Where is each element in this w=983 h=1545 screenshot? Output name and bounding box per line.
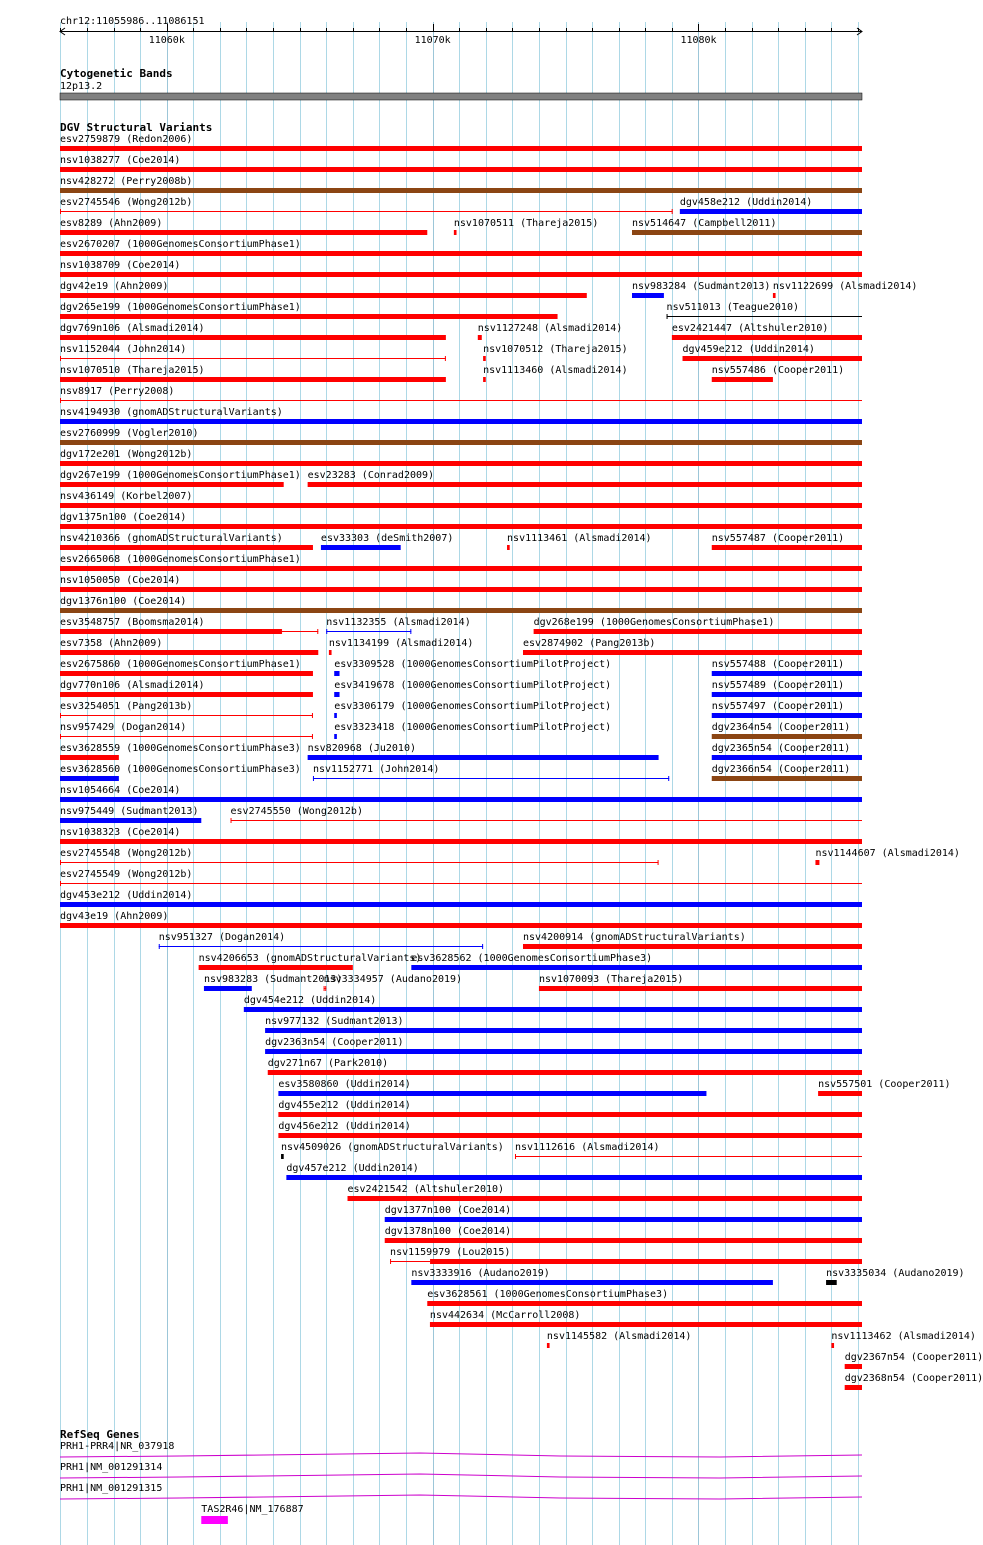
sv-feature-label[interactable]: dgv267e199 (1000GenomesConsortiumPhase1) (60, 470, 301, 481)
sv-feature-bar (845, 1385, 862, 1390)
sv-feature-bar (60, 566, 862, 571)
sv-feature-bar (60, 482, 284, 487)
sv-feature-label[interactable]: esv2665068 (1000GenomesConsortiumPhase1) (60, 554, 301, 565)
sv-feature-label[interactable]: esv8289 (Ahn2009) (60, 218, 163, 229)
sv-feature-label[interactable]: nsv1038323 (Coe2014) (60, 827, 181, 838)
sv-feature-bar (60, 671, 313, 676)
sv-feature-bar (712, 713, 862, 718)
sv-feature-bar (683, 356, 862, 361)
sv-feature-bar (427, 1301, 862, 1306)
sv-feature-label[interactable]: esv2421542 (Altshuler2010) (347, 1184, 505, 1195)
sv-feature-bar (60, 167, 862, 172)
sv-feature-label[interactable]: nsv511013 (Teague2010) (666, 302, 799, 313)
sv-feature-label[interactable]: esv3628559 (1000GenomesConsortiumPhase3) (60, 743, 301, 754)
sv-feature-bar (60, 923, 862, 928)
sv-feature-bar (60, 818, 201, 823)
gene-intron-line (60, 1453, 862, 1457)
gene-intron-line (60, 1474, 862, 1478)
ruler-tick-label: 11070k (414, 35, 451, 46)
sv-feature-label[interactable]: dgv265e199 (1000GenomesConsortiumPhase1) (60, 302, 301, 313)
sv-feature-bar (539, 986, 862, 991)
sv-feature-label[interactable]: nsv1038277 (Coe2014) (60, 155, 181, 166)
sv-feature-bar (334, 713, 337, 718)
sv-feature-label[interactable]: nsv1113461 (Alsmadi2014) (507, 533, 652, 544)
ruler-tick-label: 11060k (148, 35, 185, 46)
sv-feature-label[interactable]: nsv957429 (Dogan2014) (60, 722, 187, 733)
sv-feature-bar (60, 650, 318, 655)
sv-feature-label[interactable]: esv33303 (deSmith2007) (320, 533, 454, 544)
sv-feature-bar (268, 1070, 862, 1075)
sv-feature-label[interactable]: dgv769n106 (Alsmadi2014) (60, 323, 205, 334)
sv-feature-label[interactable]: nsv557497 (Cooper2011) (711, 701, 845, 712)
sv-feature-bar (60, 524, 862, 529)
sv-feature-label[interactable]: dgv458e212 (Uddin2014) (679, 197, 813, 208)
sv-feature-label[interactable]: dgv1375n100 (Coe2014) (60, 512, 187, 523)
sv-feature-label[interactable]: nsv1159979 (Lou2015) (390, 1247, 511, 1258)
sv-feature-bar (818, 1091, 862, 1096)
sv-feature-label[interactable]: esv2745550 (Wong2012b) (230, 806, 363, 817)
sv-feature-label[interactable]: esv2421447 (Altshuler2010) (671, 323, 829, 334)
sv-feature-label[interactable]: esv3628562 (1000GenomesConsortiumPhase3) (411, 953, 653, 964)
sv-feature-label[interactable]: esv2874902 (Pang2013b) (522, 638, 656, 649)
sv-feature-bar (507, 545, 510, 550)
sv-feature-label[interactable]: nsv514647 (Campbell2011) (631, 218, 777, 229)
sv-feature-label[interactable]: nsv1113462 (Alsmadi2014) (831, 1331, 976, 1342)
sv-feature-bar (60, 545, 313, 550)
sv-feature-label[interactable]: esv3628561 (1000GenomesConsortiumPhase3) (427, 1289, 669, 1300)
gene-label[interactable]: PRH1|NM_001291314 (60, 1462, 163, 1473)
sv-feature-label[interactable]: nsv4194930 (gnomADStructuralVariants) (60, 407, 283, 418)
sv-feature-bar (712, 755, 862, 760)
sv-feature-bar (278, 1112, 862, 1117)
sv-feature-bar (60, 146, 862, 151)
sv-feature-label[interactable]: nsv557487 (Cooper2011) (711, 533, 845, 544)
sv-feature-bar (712, 734, 862, 739)
sv-feature-bar (204, 986, 252, 991)
sv-feature-label[interactable]: nsv1132355 (Alsmadi2014) (326, 617, 471, 628)
sv-feature-bar (831, 1343, 834, 1348)
sv-feature-label[interactable]: esv3580860 (Uddin2014) (278, 1079, 411, 1090)
sv-feature-label[interactable]: dgv453e212 (Uddin2014) (60, 890, 193, 901)
sv-feature-bar (385, 1217, 862, 1222)
sv-feature-bar (845, 1364, 862, 1369)
sv-feature-label[interactable]: nsv1054664 (Coe2014) (60, 785, 181, 796)
sv-feature-bar (60, 797, 862, 802)
sv-feature-bar (534, 629, 862, 634)
sv-feature-label[interactable]: nsv983283 (Sudmant2013) (203, 974, 343, 985)
gene-label[interactable]: TAS2R46|NM_176887 (201, 1504, 304, 1515)
sv-feature-bar (60, 272, 862, 277)
sv-feature-bar (815, 860, 819, 865)
sv-feature-label[interactable]: nsv1127248 (Alsmadi2014) (477, 323, 623, 334)
sv-feature-label[interactable]: nsv557486 (Cooper2011) (711, 365, 845, 376)
sv-feature-label[interactable]: nsv983284 (Sudmant2013) (631, 281, 771, 292)
sv-feature-label[interactable]: dgv454e212 (Uddin2014) (243, 995, 377, 1006)
sv-feature-label[interactable]: dgv271n67 (Park2010) (267, 1058, 389, 1069)
sv-feature-bar (281, 1154, 284, 1159)
sv-feature-label[interactable]: esv2760999 (Vogler2010) (60, 428, 199, 439)
sv-feature-label[interactable]: nsv3333916 (Audano2019) (411, 1268, 550, 1279)
sv-feature-label[interactable]: esv2675860 (1000GenomesConsortiumPhase1) (60, 659, 301, 670)
sv-feature-bar (523, 650, 862, 655)
sv-feature-label[interactable]: nsv1070512 (Thareja2015) (483, 344, 628, 355)
sv-feature-label[interactable]: dgv2368n54 (Cooper2011) (844, 1373, 983, 1384)
sv-feature-label[interactable]: dgv1377n100 (Coe2014) (384, 1205, 512, 1216)
sv-feature-bar (712, 377, 773, 382)
sv-feature-bar (385, 1238, 862, 1243)
sv-feature-label[interactable]: dgv2363n54 (Cooper2011) (265, 1037, 404, 1048)
sv-track-title: DGV Structural Variants (60, 121, 213, 134)
sv-feature-label[interactable]: nsv8917 (Perry2008) (60, 386, 175, 397)
sv-feature-label[interactable]: nsv1152044 (John2014) (60, 344, 187, 355)
sv-feature-bar (712, 545, 862, 550)
cytoband-bar (60, 93, 862, 100)
sv-feature-bar (286, 1175, 862, 1180)
sv-feature-label[interactable]: dgv455e212 (Uddin2014) (278, 1100, 411, 1111)
sv-feature-label[interactable]: nsv1112616 (Alsmadi2014) (515, 1142, 660, 1153)
sv-feature-bar (523, 944, 862, 949)
sv-feature-label[interactable]: nsv4210366 (gnomADStructuralVariants) (60, 533, 283, 544)
sv-feature-label[interactable]: dgv1378n100 (Coe2014) (384, 1226, 512, 1237)
sv-feature-label[interactable]: esv23283 (Conrad2009) (307, 470, 435, 481)
sv-feature-bar (308, 482, 862, 487)
gene-label[interactable]: PRH1|NM_001291315 (60, 1483, 163, 1494)
sv-feature-label[interactable]: nsv1134199 (Alsmadi2014) (328, 638, 474, 649)
gene-label[interactable]: PRH1-PRR4|NR_037918 (60, 1441, 175, 1452)
sv-feature-label[interactable]: nsv428272 (Perry2008b) (60, 176, 193, 187)
sv-feature-label[interactable]: dgv2364n54 (Cooper2011) (711, 722, 851, 733)
sv-feature-label[interactable]: nsv3334957 (Audano2019) (323, 974, 463, 985)
sv-feature-bar (712, 671, 862, 676)
sv-feature-label[interactable]: nsv1070510 (Thareja2015) (60, 365, 205, 376)
sv-feature-bar (430, 1259, 862, 1264)
sv-feature-label[interactable]: nsv3335034 (Audano2019) (826, 1268, 965, 1279)
sv-feature-label[interactable]: dgv2365n54 (Cooper2011) (711, 743, 851, 754)
sv-feature-bar (60, 629, 281, 634)
sv-feature-label[interactable]: nsv1144607 (Alsmadi2014) (815, 848, 960, 859)
sv-feature-bar (60, 230, 427, 235)
sv-feature-label[interactable]: dgv172e201 (Wong2012b) (60, 449, 193, 460)
sv-feature-label[interactable]: nsv1070093 (Thareja2015) (538, 974, 684, 985)
sv-feature-bar (483, 356, 486, 361)
sv-feature-bar (411, 1280, 773, 1285)
sv-feature-bar (632, 230, 862, 235)
sv-feature-bar (826, 1280, 837, 1285)
sv-feature-bar (308, 755, 659, 760)
sv-feature-bar (60, 587, 862, 592)
sv-feature-bar (60, 335, 446, 340)
sv-feature-label[interactable]: dgv42e19 (Ahn2009) (60, 281, 169, 292)
cytoband-track-title: Cytogenetic Bands (60, 67, 173, 80)
sv-feature-label[interactable]: esv3323418 (1000GenomesConsortiumPilotProject) (334, 722, 612, 733)
sv-feature-label[interactable]: nsv1070511 (Thareja2015) (453, 218, 599, 229)
gene-track-title: RefSeq Genes (60, 1428, 140, 1441)
sv-feature-label[interactable]: nsv442634 (McCarroll2008) (429, 1310, 581, 1321)
sv-feature-label[interactable]: esv2745548 (Wong2012b) (60, 848, 193, 859)
sv-feature-label[interactable]: esv2745546 (Wong2012b) (60, 197, 193, 208)
sv-feature-bar (454, 230, 457, 235)
sv-feature-label[interactable]: dgv43e19 (Ahn2009) (60, 911, 169, 922)
sv-feature-bar (773, 293, 776, 298)
sv-feature-label[interactable]: dgv456e212 (Uddin2014) (278, 1121, 411, 1132)
sv-feature-bar (334, 734, 337, 739)
gene-exon-box (201, 1516, 228, 1524)
sv-feature-label[interactable]: nsv557488 (Cooper2011) (711, 659, 845, 670)
sv-feature-label[interactable]: dgv2367n54 (Cooper2011) (844, 1352, 983, 1363)
sv-feature-bar (60, 608, 862, 613)
sv-feature-label[interactable]: nsv951327 (Dogan2014) (158, 932, 286, 943)
sv-feature-bar (348, 1196, 862, 1201)
sv-feature-label[interactable]: dgv459e212 (Uddin2014) (682, 344, 815, 355)
cytoband-label: 12p13.2 (60, 81, 103, 92)
sv-feature-label[interactable]: esv3548757 (Boomsma2014) (60, 617, 205, 628)
sv-feature-bar (712, 692, 862, 697)
sv-feature-label[interactable]: esv2670207 (1000GenomesConsortiumPhase1) (60, 239, 301, 250)
sv-feature-bar (478, 335, 482, 340)
sv-feature-label[interactable]: dgv770n106 (Alsmadi2014) (60, 680, 205, 691)
sv-feature-label[interactable]: esv7358 (Ahn2009) (60, 638, 163, 649)
sv-feature-label[interactable]: nsv436149 (Korbel2007) (60, 491, 193, 502)
sv-feature-bar (712, 776, 862, 781)
sv-feature-bar (60, 461, 862, 466)
sv-feature-label[interactable]: esv3309528 (1000GenomesConsortiumPilotProject) (334, 659, 612, 670)
sv-feature-bar (60, 503, 862, 508)
sv-feature-bar (199, 965, 353, 970)
gene-intron-line (60, 1495, 862, 1499)
sv-feature-label[interactable]: dgv457e212 (Uddin2014) (286, 1163, 419, 1174)
sv-feature-label[interactable]: nsv4206653 (gnomADStructuralVariants) (198, 953, 422, 964)
sv-feature-bar (60, 440, 862, 445)
sv-feature-label[interactable]: nsv1050050 (Coe2014) (60, 575, 181, 586)
sv-feature-label[interactable]: esv2759879 (Redon2006) (60, 134, 193, 145)
sv-feature-label[interactable]: nsv1145582 (Alsmadi2014) (546, 1331, 692, 1342)
sv-feature-bar (278, 1091, 706, 1096)
ruler-tick-label: 11080k (680, 35, 717, 46)
sv-feature-label[interactable]: nsv4200914 (gnomADStructuralVariants) (522, 932, 746, 943)
sv-feature-bar (278, 1133, 862, 1138)
sv-feature-bar (411, 965, 862, 970)
sv-feature-bar (321, 545, 401, 550)
sv-feature-label[interactable]: dgv1376n100 (Coe2014) (60, 596, 187, 607)
sv-feature-label[interactable]: nsv1113460 (Alsmadi2014) (483, 365, 628, 376)
sv-feature-bar (632, 293, 664, 298)
sv-feature-label[interactable]: nsv1152771 (John2014) (312, 764, 440, 775)
sv-feature-bar (547, 1343, 550, 1348)
sv-feature-bar (334, 671, 339, 676)
location-label: chr12:11055986..11086151 (60, 16, 205, 27)
sv-feature-bar (60, 314, 558, 319)
sv-feature-label[interactable]: nsv557489 (Cooper2011) (711, 680, 845, 691)
sv-feature-bar (329, 650, 332, 655)
sv-feature-bar (60, 188, 862, 193)
sv-feature-bar (244, 1007, 862, 1012)
sv-feature-bar (265, 1049, 862, 1054)
sv-feature-label[interactable]: esv2745549 (Wong2012b) (60, 869, 193, 880)
sv-feature-label[interactable]: esv3419678 (1000GenomesConsortiumPilotProject) (334, 680, 612, 691)
sv-feature-label[interactable]: dgv2366n54 (Cooper2011) (711, 764, 851, 775)
sv-feature-bar (265, 1028, 862, 1033)
sv-feature-label[interactable]: esv3306179 (1000GenomesConsortiumPilotProject) (334, 701, 612, 712)
sv-feature-bar (60, 377, 446, 382)
sv-feature-bar (334, 692, 339, 697)
sv-feature-label[interactable]: esv3628560 (1000GenomesConsortiumPhase3) (60, 764, 301, 775)
sv-feature-label[interactable]: nsv1122699 (Alsmadi2014) (772, 281, 918, 292)
sv-feature-label[interactable]: dgv268e199 (1000GenomesConsortiumPhase1) (533, 617, 775, 628)
sv-feature-bar (60, 692, 313, 697)
sv-feature-bar (60, 776, 119, 781)
sv-feature-bar (430, 1322, 862, 1327)
sv-feature-bar (672, 335, 862, 340)
sv-feature-label[interactable]: nsv977132 (Sudmant2013) (265, 1016, 404, 1027)
sv-feature-bar (60, 419, 862, 424)
sv-feature-bar (60, 902, 862, 907)
sv-feature-bar (60, 293, 587, 298)
sv-feature-label[interactable]: esv3254051 (Pang2013b) (60, 701, 193, 712)
sv-feature-label[interactable]: nsv4509026 (gnomADStructuralVariants) (281, 1142, 504, 1153)
sv-feature-label[interactable]: nsv557501 (Cooper2011) (818, 1079, 951, 1090)
sv-feature-bar (60, 755, 119, 760)
sv-feature-bar (680, 209, 862, 214)
sv-feature-bar (483, 377, 486, 382)
sv-feature-label[interactable]: nsv820968 (Ju2010) (307, 743, 416, 754)
sv-feature-bar (60, 251, 862, 256)
sv-feature-bar (60, 839, 862, 844)
sv-feature-label[interactable]: nsv1038709 (Coe2014) (60, 260, 181, 271)
sv-feature-label[interactable]: nsv975449 (Sudmant2013) (60, 806, 199, 817)
